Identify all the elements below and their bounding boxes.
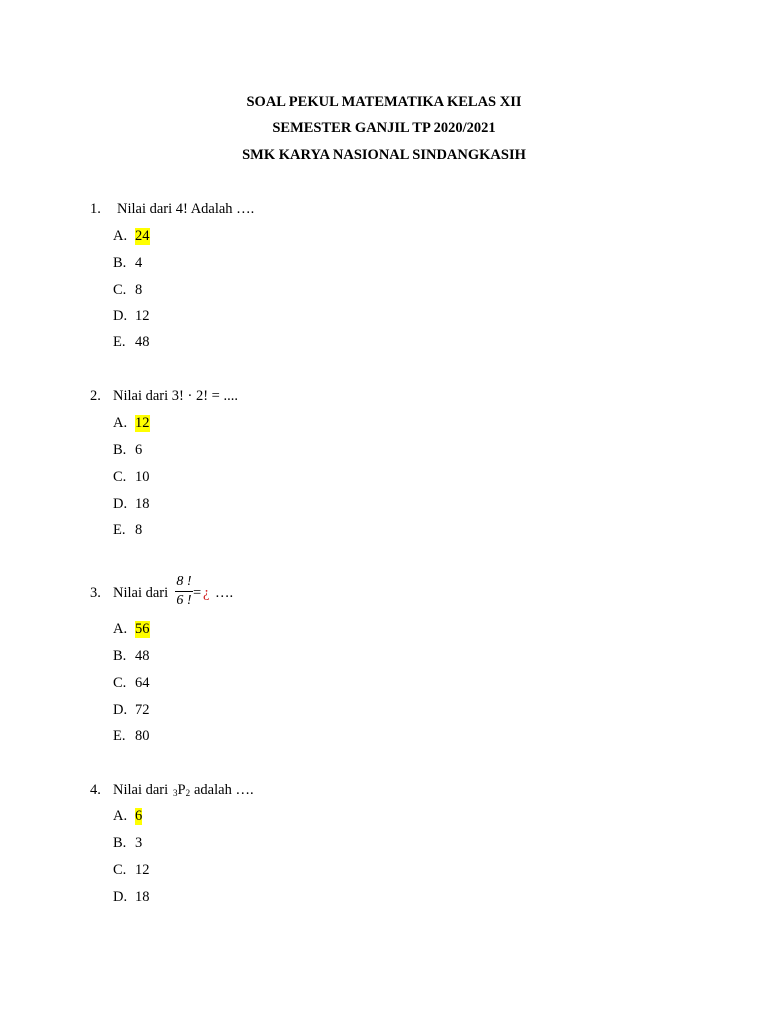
factorial-fraction (175, 574, 193, 609)
option-value-answer: 56 (135, 621, 150, 637)
permutation-pre-subscript: 3 (173, 788, 178, 798)
option-letter: D. (113, 889, 128, 905)
option-value: 10 (135, 469, 150, 485)
option-letter: B. (113, 442, 127, 458)
option-value: 8 (135, 522, 143, 538)
permutation-post-subscript: 2 (185, 788, 191, 798)
option-letter: B. (113, 835, 127, 851)
question-number: 3. (90, 585, 101, 601)
option-letter: A. (113, 228, 128, 244)
fraction-denominator: 6 ! (176, 593, 192, 608)
question-text-prefix: Nilai dari (113, 585, 169, 601)
option-value: 48 (135, 648, 150, 664)
option-value: 64 (135, 675, 150, 691)
option-letter: A. (113, 621, 128, 637)
option-letter: B. (113, 648, 127, 664)
question-text: Nilai dari 3! · 2! = .... (113, 388, 238, 404)
option-letter: D. (113, 308, 128, 324)
equals-sign: = (193, 585, 202, 601)
inverted-question-mark: ¿ (203, 585, 210, 601)
question-text-suffix: adalah …. (194, 782, 254, 798)
question-text-prefix: Nilai dari (113, 782, 169, 798)
option-letter: C. (113, 282, 127, 298)
option-letter: E. (113, 522, 126, 538)
option-letter: D. (113, 496, 128, 512)
option-value: 18 (135, 496, 150, 512)
option-value: 80 (135, 728, 150, 744)
document-subtitle-semester: SEMESTER GANJIL TP 2020/2021 (272, 120, 496, 136)
option-letter: A. (113, 808, 128, 824)
option-value: 12 (135, 862, 150, 878)
option-value: 8 (135, 282, 143, 298)
option-value: 4 (135, 255, 143, 271)
option-value: 3 (135, 835, 143, 851)
option-letter: C. (113, 469, 127, 485)
question-text-suffix: …. (215, 585, 234, 601)
question-number: 2. (90, 388, 101, 404)
question-text: Nilai dari 4! Adalah …. (117, 201, 255, 217)
option-letter: E. (113, 334, 126, 350)
option-value-answer: 12 (135, 415, 150, 431)
option-value-answer: 24 (135, 228, 150, 244)
option-value-answer: 6 (135, 808, 143, 824)
option-letter: C. (113, 862, 127, 878)
permutation-notation (173, 782, 190, 799)
option-letter: C. (113, 675, 127, 691)
option-value: 18 (135, 889, 150, 905)
fraction-bar (175, 591, 193, 592)
document-subtitle-school: SMK KARYA NASIONAL SINDANGKASIH (242, 147, 526, 163)
option-value: 6 (135, 442, 143, 458)
fraction-numerator: 8 ! (176, 574, 192, 589)
option-letter: E. (113, 728, 126, 744)
question-number: 4. (90, 782, 101, 798)
option-value: 48 (135, 334, 150, 350)
permutation-symbol: P (177, 782, 186, 798)
option-letter: A. (113, 415, 128, 431)
option-value: 72 (135, 702, 150, 718)
option-letter: D. (113, 702, 128, 718)
option-value: 12 (135, 308, 150, 324)
option-letter: B. (113, 255, 127, 271)
question-number: 1. (90, 201, 101, 217)
document-title: SOAL PEKUL MATEMATIKA KELAS XII (246, 94, 522, 110)
